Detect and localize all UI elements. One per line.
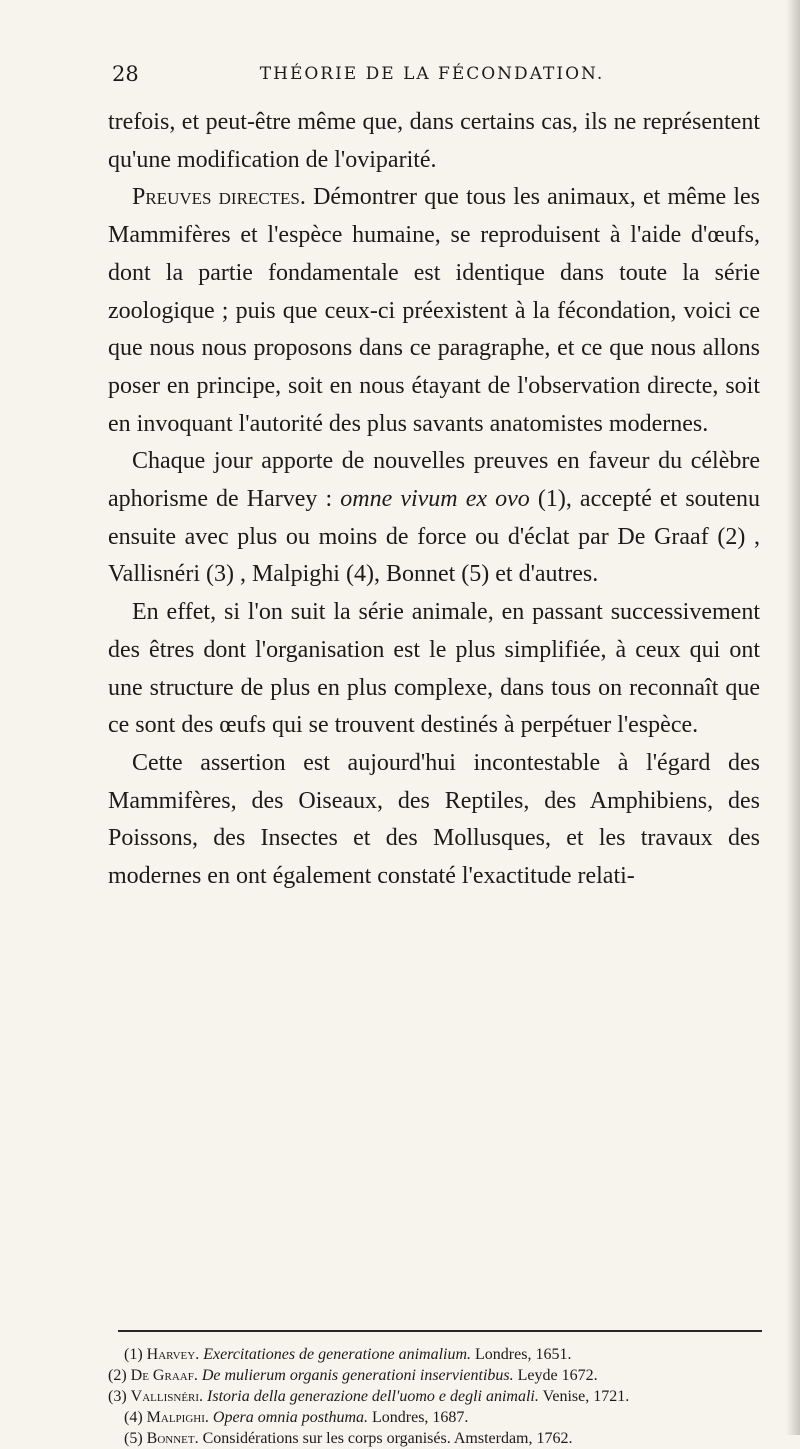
footnote-title: De mulierum organis generationi inservientibus.	[201, 1367, 514, 1384]
section-heading: Preuves directes.	[132, 184, 306, 211]
footnote-author: Malpighi.	[146, 1409, 209, 1426]
paragraph-preuves-directes	[108, 179, 760, 443]
footnote	[124, 1428, 760, 1449]
footnote-author: Vallisnéri.	[130, 1388, 204, 1405]
footnote-number: (1)	[124, 1346, 143, 1363]
latin-aphorism: omne vivum ex ovo	[340, 486, 530, 513]
footnote	[124, 1344, 760, 1365]
footnote-details: Venise, 1721.	[538, 1388, 630, 1405]
footnote-number: (4)	[124, 1409, 143, 1426]
paragraph-text: Chaque jour apporte de nouvelles preuves en faveur du célèbre aphorisme de Harvey :	[108, 448, 760, 513]
paragraph-text: (1), accepté et soutenu ensuite avec plus ou moins de force ou d'éclat par De Graaf (2) , Vallisnéri (3) , Malpighi (4), Bonnet (5) et d'autres.	[108, 486, 760, 588]
footnote-author: Bonnet.	[146, 1430, 199, 1447]
body-text	[108, 104, 760, 896]
footnotes	[108, 1344, 760, 1449]
footnote-details: Leyde 1672.	[513, 1367, 598, 1384]
footnote-number: (3)	[108, 1388, 127, 1405]
footnote-details: Londres, 1651.	[471, 1346, 572, 1363]
footnote	[108, 1386, 760, 1407]
page-header	[112, 62, 752, 92]
footnote-details: Londres, 1687.	[368, 1409, 469, 1426]
footnote-author: De Graaf.	[130, 1367, 198, 1384]
footnote-title: Opera omnia posthuma.	[212, 1409, 368, 1426]
paragraph-harvey	[108, 443, 760, 594]
paragraph-continuation: trefois, et peut-être même que, dans certains cas, ils ne représentent qu'une modification de l'oviparité.	[108, 109, 760, 173]
footnote-author: Harvey.	[146, 1346, 200, 1363]
paragraph-text: Démontrer que tous les animaux, et même les Mammifères et l'espèce humaine, se reproduisent à l'aide d'œufs, dont la partie fondamentale est identique dans toute la série zoologique ; puis que ceux-ci préexistent à la fécondation, voici ce que nous nous proposons dans ce paragraphe, et ce que nous allons poser en principe, soit en nous étayant de l'observation directe, soit en invoquant l'autorité des plus savants anatomistes modernes.	[108, 184, 760, 437]
footnote-details: Considérations sur les corps organisés. Amsterdam, 1762.	[198, 1430, 573, 1447]
footnote-divider	[118, 1330, 762, 1332]
page-number: 28	[112, 62, 139, 86]
footnote-title: Istoria della generazione dell'uomo e degli animali.	[207, 1388, 539, 1405]
running-title: THÉORIE DE LA FÉCONDATION.	[259, 64, 605, 84]
footnote	[124, 1407, 760, 1428]
paragraph-assertion: Cette assertion est aujourd'hui incontestable à l'égard des Mammifères, des Oiseaux, des Reptiles, des Amphibiens, des Poissons, des Insectes et des Mollusques, et les travaux des modernes en ont également constaté l'exactitude relati-	[108, 749, 760, 890]
paragraph-serie-animale: En effet, si l'on suit la série animale, en passant successivement des êtres dont l'organisation est le plus simplifiée, à ceux qui ont une structure de plus en plus complexe, dans tous on reconnaît que ce sont des œufs qui se trouvent destinés à perpétuer l'espèce.	[108, 599, 760, 739]
footnote-title: Exercitationes de generatione animalium.	[203, 1346, 472, 1363]
footnote-number: (5)	[124, 1430, 143, 1447]
footnote-number: (2)	[108, 1367, 127, 1384]
footnote	[108, 1365, 760, 1386]
page-edge-shadow	[786, 0, 800, 1435]
